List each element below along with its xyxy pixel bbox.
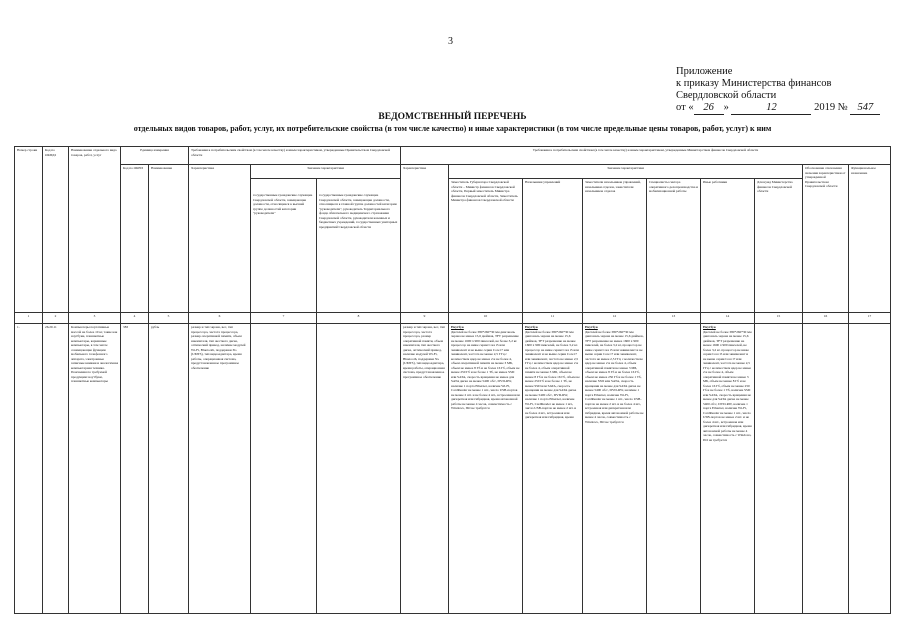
- row-justification: [803, 324, 849, 614]
- column-number: 7: [251, 313, 317, 324]
- header-min-col-5: Иные работники: [701, 179, 755, 313]
- header-gov-col-2: государственные гражданские служащие Свердловской области, замещающие должности, относящиеся к главной группе должностей категории "руководители", руководитель Территориального фонда обязательного медицинского страхования Свердловской области, руководители казенных и бюджетных учреждений, государственных унитарных предприятий Свердловской области: [317, 179, 401, 313]
- header-unit: Единица измерения: [121, 147, 189, 165]
- row-function: [849, 324, 891, 614]
- row-okpd: 26.20.11: [43, 324, 69, 614]
- column-number: 16: [803, 313, 849, 324]
- header-min-col-1: Заместитель Губернатора Свердловской области – Министр финансов Свердловской области, Первый заместитель Министра финансов Свердловской области, Заместитель Министра финансов Свердловской области: [449, 179, 523, 313]
- row-min-value-4: [647, 324, 701, 614]
- header-min-col-3: Заместители начальников управлений, начальники отделов, заместители начальников отделов: [583, 179, 647, 313]
- date-month: 12: [731, 102, 811, 115]
- header-min-col-2: Начальники управлений: [523, 179, 583, 313]
- date-year: 2019 №: [814, 102, 848, 113]
- document-title: ВЕДОМСТВЕННЫЙ ПЕРЕЧЕНЬ: [378, 112, 527, 122]
- header-min-col-4: Специалисты сектора оперативного делопроизводства и мобилизационной работы: [647, 179, 701, 313]
- order-number: 547: [850, 102, 880, 115]
- header-gov-char-value: Значение характеристики: [251, 165, 401, 179]
- page-number: 3: [448, 36, 453, 47]
- row-min-characteristic: размер и тип экрана, вес, тип процессора, частота процессора, размер оперативной памяти, объем накопителя, тип жесткого диска, оптический привод, наличие модулей Wi-Fi, Bluetooth, поддержки 3G (UMTS), тип видеоадаптера, время работы, операционная система, предустановленное программное обеспечение: [401, 324, 449, 614]
- header-gov-characteristic: Характеристика: [189, 165, 251, 313]
- row-min-value-5: [701, 324, 755, 614]
- header-ministry-requirements: Требования к потребительским свойствам (в том числе качеству) и иным характеристикам, утвержденные Министерством финансов Свердловской области: [401, 147, 891, 165]
- cell-text: Дисплей не более 380*260*30 мм диагональ экрана не менее 15,6 дюймов, TFT разрешение не менее 1600 х 900 пикселей, не более 3,2 кг. процессор не ниже серии Core i5 или эквивалент и не выше серии Core i7 или эквивалент, частота не менее 2,5 ГГц с количеством ядер не менее 2 и не более 4, объем оперативной памяти не менее 3 МБ, объем не менее 8 Гб и не более 16 Гб, объем не менее 250 Гб и не более 1 Тб, наличие SSD или SATA, скорость вращения не менее для SATA диска не менее 5400 об/с, DVD-RW, наличие 1 порта Ethernet, наличие Wi-Fi, CardReader не менее 1 шт., число USB-портов не менее 2 шт. и не более 4 шт., встроенная или дискретная или гибридная, время автономной работы не менее 4 часов, совместимость с Windows, ПО не требуется: [703, 329, 752, 442]
- header-gov-requirements: Требования к потребительским свойствам (в том числе качеству) и иным характеристикам, утвержденные Правительством Свердловской области: [189, 147, 401, 165]
- header-unit-name: Наименование: [149, 165, 189, 313]
- date-prefix: от «: [676, 102, 694, 113]
- header-row-1: [15, 147, 891, 165]
- column-number: 4: [121, 313, 149, 324]
- cell-text: Дисплей не более 380*260*30 мм диагональ экрана не менее 15,6 дюймов, TFT разрешение не менее 1600 х 900 пикселей, не более 3,2 кг, процессор не ниже серии Core i5 или эквивалент и не выше серии Core i7 или эквивалент, частота не менее 2,5 ГГц с количеством ядер не менее 2 и не более 4, объем оперативной памяти не менее 3 МБ, объем не менее 8 Гб и не более 16 Гб, объем не менее 250 Гб и не более 1 Тб, наличие SSD или SATA, скорость вращения не менее для SATA диска не менее 5400 об/с, DVD-RW, наличие 1 порта Ethernet, наличие Wi-Fi, CardReader не менее 1 шт., число USB-портов не менее 2 шт. и не более 4 шт., встроенная или дискретная или гибридная, время автономной работы не менее 4 часов, совместимость с Windows, ПО не требуется: [585, 329, 644, 424]
- appendix-line-2: к приказу Министерства финансов: [676, 78, 832, 89]
- header-min-char-value: Значение характеристики: [449, 165, 803, 179]
- column-number: 6: [189, 313, 251, 324]
- cell-title: Ноутбук: [525, 325, 538, 329]
- column-number: 8: [317, 313, 401, 324]
- row-number: 1.: [15, 324, 43, 614]
- column-number: 13: [647, 313, 701, 324]
- cell-title: Ноутбук: [585, 325, 598, 329]
- column-number: 3: [69, 313, 121, 324]
- row-unit-name: рубль: [149, 324, 189, 614]
- appendix-line-3: Свердловской области: [676, 90, 777, 101]
- column-number: 5: [149, 313, 189, 324]
- cell-text: Дисплей не более 380*260*30 мм диагональ экрана не менее 15,6 дюймов, TFT разрешение не менее 1600 х 900 пикселей, не более 3,2 кг. процессор не ниже серии Core i5 или эквивалент и не выше серии Core i7 или эквивалент, частота не менее 2,5 ГГц с количеством ядер не менее 2 и не более 4, объем оперативной памяти не менее 3 МБ, объем не менее 8 Гб и не более 16 Гб, объем не менее 250 Гб и не более 1 Тб, не менее SSD или SATA, скорость вращения не менее для SATA диска не менее 5400 об/с, DVD-RW, наличие 1 порта Ethernet, наличие Wi-Fi, CardReader не менее 1 шт., число USB-портов не менее 2 шт. и не более 4 шт., встроенная или дискретная или гибридная, время: [525, 329, 580, 419]
- header-min-characteristic: Характеристика: [401, 165, 449, 313]
- header-unit-code: Код по ОКЕИ: [121, 165, 149, 313]
- row-min-value-3: [583, 324, 647, 614]
- row-gov-value-1: [251, 324, 317, 614]
- cell-text: Дисплей не более 380*260*30 мм диагональ экрана не менее 15,6 дюймов, TFT разрешение не менее 1600 х 900 пикселей, не более 3,2 кг. процессор не ниже серии Core i5 или эквивалент и не выше серии Core i7 или эквивалент, частота не менее 2,5 ГГц с количеством ядер не менее 2 и не более 4, объем оперативной памяти не менее 3 МБ, объем не менее 8 Гб и не более 16 Гб, объем не менее 250 Гб и не более 1 Тб, не менее SSD или SATA, скорость вращения не менее для SATA диска не менее 5400 об/с, DVD-RW, наличие 1 порта Ethernet, наличие Wi-Fi, CardReader не менее 1 шт., число USB-портов не менее 2 шт. и не более 4 шт., встроенная или дискретная или гибридная, время автономной работы не менее 4 часов, совместимость с Windows, ПО не требуется: [451, 329, 520, 410]
- header-item-name: Наименование отдельного вида товаров, работ, услуг: [69, 147, 121, 313]
- cell-title: Ноутбук: [703, 325, 716, 329]
- appendix-block: [676, 66, 880, 115]
- row-gov-value-2: [317, 324, 401, 614]
- row-gov-characteristic: размер и тип экрана, вес, тип процессора, частота процессора, размер оперативной памяти, объем накопителя, тип жесткого диска, оптический привод, наличие модулей Wi-Fi, Bluetooth, поддержки 3G (UMTS), тип видеоадаптера, время работы, операционная система, предустановленное программное обеспечение: [189, 324, 251, 614]
- row-item-name: Компьютеры портативные массой не более 10 кг, такие как ноутбуки, планшетные компьютеры, карманные компьютеры, в том числе совмещающие функции мобильного телефонного аппарата, электронные записные книжки и аналогичная компьютерная техника. Пояснения по требуемой продукции: ноутбуки, планшетные компьютеры: [69, 324, 121, 614]
- column-number: 2: [43, 313, 69, 324]
- appendix-line-1: Приложение: [676, 66, 733, 77]
- column-numbers-row: [15, 313, 891, 324]
- row-min-value-6: [755, 324, 803, 614]
- header-okpd: Код по ОКПД2: [43, 147, 69, 313]
- header-row-number: Номер строки: [15, 147, 43, 313]
- table-row: [15, 324, 891, 614]
- column-number: 14: [701, 313, 755, 324]
- document-subtitle: отдельных видов товаров, работ, услуг, их потребительские свойства (в том числе качество) и иные характеристики (в том числе предельные цены товаров, работ, услуг) к ним: [133, 124, 772, 133]
- column-number: 12: [583, 313, 647, 324]
- header-min-col-6: Для нужд Министерства финансов Свердловской области: [755, 179, 803, 313]
- cell-title: Ноутбук: [451, 325, 464, 329]
- header-row-2: [15, 165, 891, 179]
- header-gov-col-1: государственные гражданские служащие Свердловской области, замещающие должности, относящиеся к высшей группе должностей категории "руководители": [251, 179, 317, 313]
- date-mid: »: [723, 102, 729, 113]
- column-number: 11: [523, 313, 583, 324]
- row-min-value-2: [523, 324, 583, 614]
- header-justification: Обоснование отклонения значения характеристики от утвержденной Правительством Свердловской области: [803, 165, 849, 313]
- row-min-value-1: [449, 324, 523, 614]
- column-number: 15: [755, 313, 803, 324]
- column-number: 9: [401, 313, 449, 324]
- row-unit-code: 383: [121, 324, 149, 614]
- column-number: 10: [449, 313, 523, 324]
- header-function: Функциональное назначение: [849, 165, 891, 313]
- column-number: 17: [849, 313, 891, 324]
- requirements-table: [14, 146, 891, 614]
- column-number: 1: [15, 313, 43, 324]
- date-day: 26: [694, 102, 724, 115]
